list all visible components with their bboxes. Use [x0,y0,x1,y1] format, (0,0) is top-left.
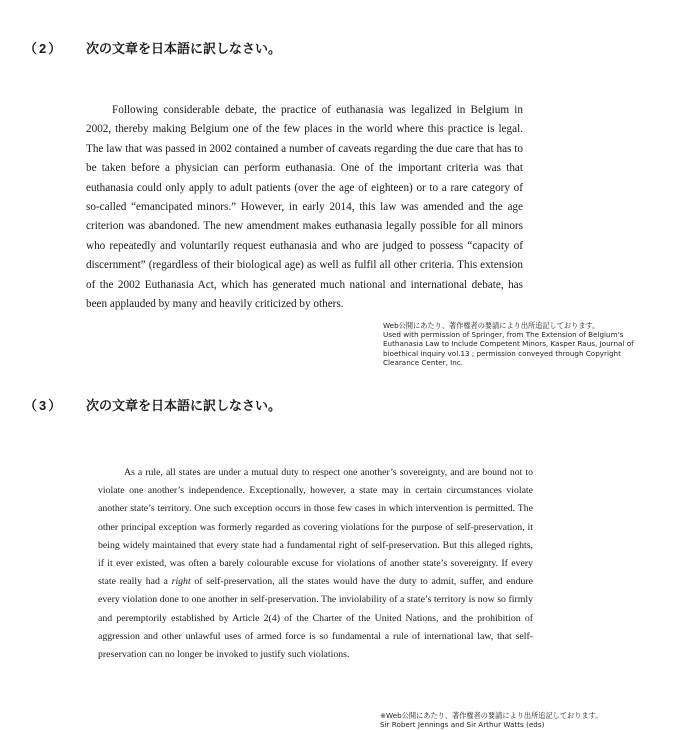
question-3-passage-italic: right [171,576,191,588]
credit-line: Sir Robert Jennings and Sir Arthur Watts (eds) [380,720,545,730]
credit-line: Clearance Center, Inc. [383,357,464,367]
credit-line: Web公開にあたり、著作権者の要請により出所追記しております。 [383,321,600,330]
question-3-passage [98,464,533,664]
question-2-instruction: 次の文章を日本語に訳しなさい。 [86,42,282,57]
question-3-passage-text-end: of self-preservation, all the states would have the duty to admit, suffer, and endure every violation done to one another in self-preservation. The inviolability of a state’s territory is now so firmly and peremptorily established by Article 2(4) of the Charter of the United Nations, and the prohibition of aggression and other unlawful uses of armed force is so fundamental a rule of international law, that self-preservation can no longer be invoked to justify such violations. [98,576,533,661]
question-2-passage [86,101,523,314]
credit-line: bioethical inquiry vol.13 ; permission conveyed through Copyright [383,348,621,358]
credit-line: ※Web公開にあたり、著作権者の要請により出所追記しております。 [380,711,603,720]
question-2-number: （2） [24,41,64,56]
credit-line: Used with permission of Springer, from The Extension of Belgium's [383,330,624,340]
question-2-passage-text: Following considerable debate, the practice of euthanasia was legalized in Belgium in 2002, thereby making Belgium one of the few places in the world where this practice is legal. The law that was passed in 2002 contained a number of caveats regarding the due care that has to be taken before a physician can perform euthanasia. One of the important criteria was that euthanasia could only apply to adult patients (over the age of eighteen) or to a rare category of so-called “emancipated minors.” However, in early 2014, this law was amended and the age criterion was abandoned. The new amendment makes euthanasia legally possible for all minors who repeatedly and voluntarily request euthanasia and who are judged to possess “capacity of discernment” (regardless of their biological age) as well as fulfil all other criteria. This extension of the 2002 Euthanasia Act, which has generated much national and international debate, has been applauded by many and heavily criticized by others. [86,104,523,311]
question-3-number: （3） [24,398,64,413]
question-3-passage-text: As a rule, all states are under a mutual duty to respect one another’s sovereignty, and are bound not to violate one another’s independence. Exceptionally, however, a state may in certain circumstances violate another state’s territory. One such exception occurs in those few cases in which intervention is permitted. The other principal exception was formerly regarded as covering violations for the purpose of self-preservation, it being widely maintained that every state had a fundamental right of self-preservation. But this alleged rights, if it ever existed, was often a barely colourable excuse for violations of another state’s sovereignty. If every state really had a [98,467,533,588]
question-3-instruction: 次の文章を日本語に訳しなさい。 [86,399,282,414]
credit-line: Euthanasia Law to Include Competent Minors, Kasper Raus, Journal of [383,339,634,349]
question-2-credit [383,321,679,367]
question-3-credit [380,711,680,729]
